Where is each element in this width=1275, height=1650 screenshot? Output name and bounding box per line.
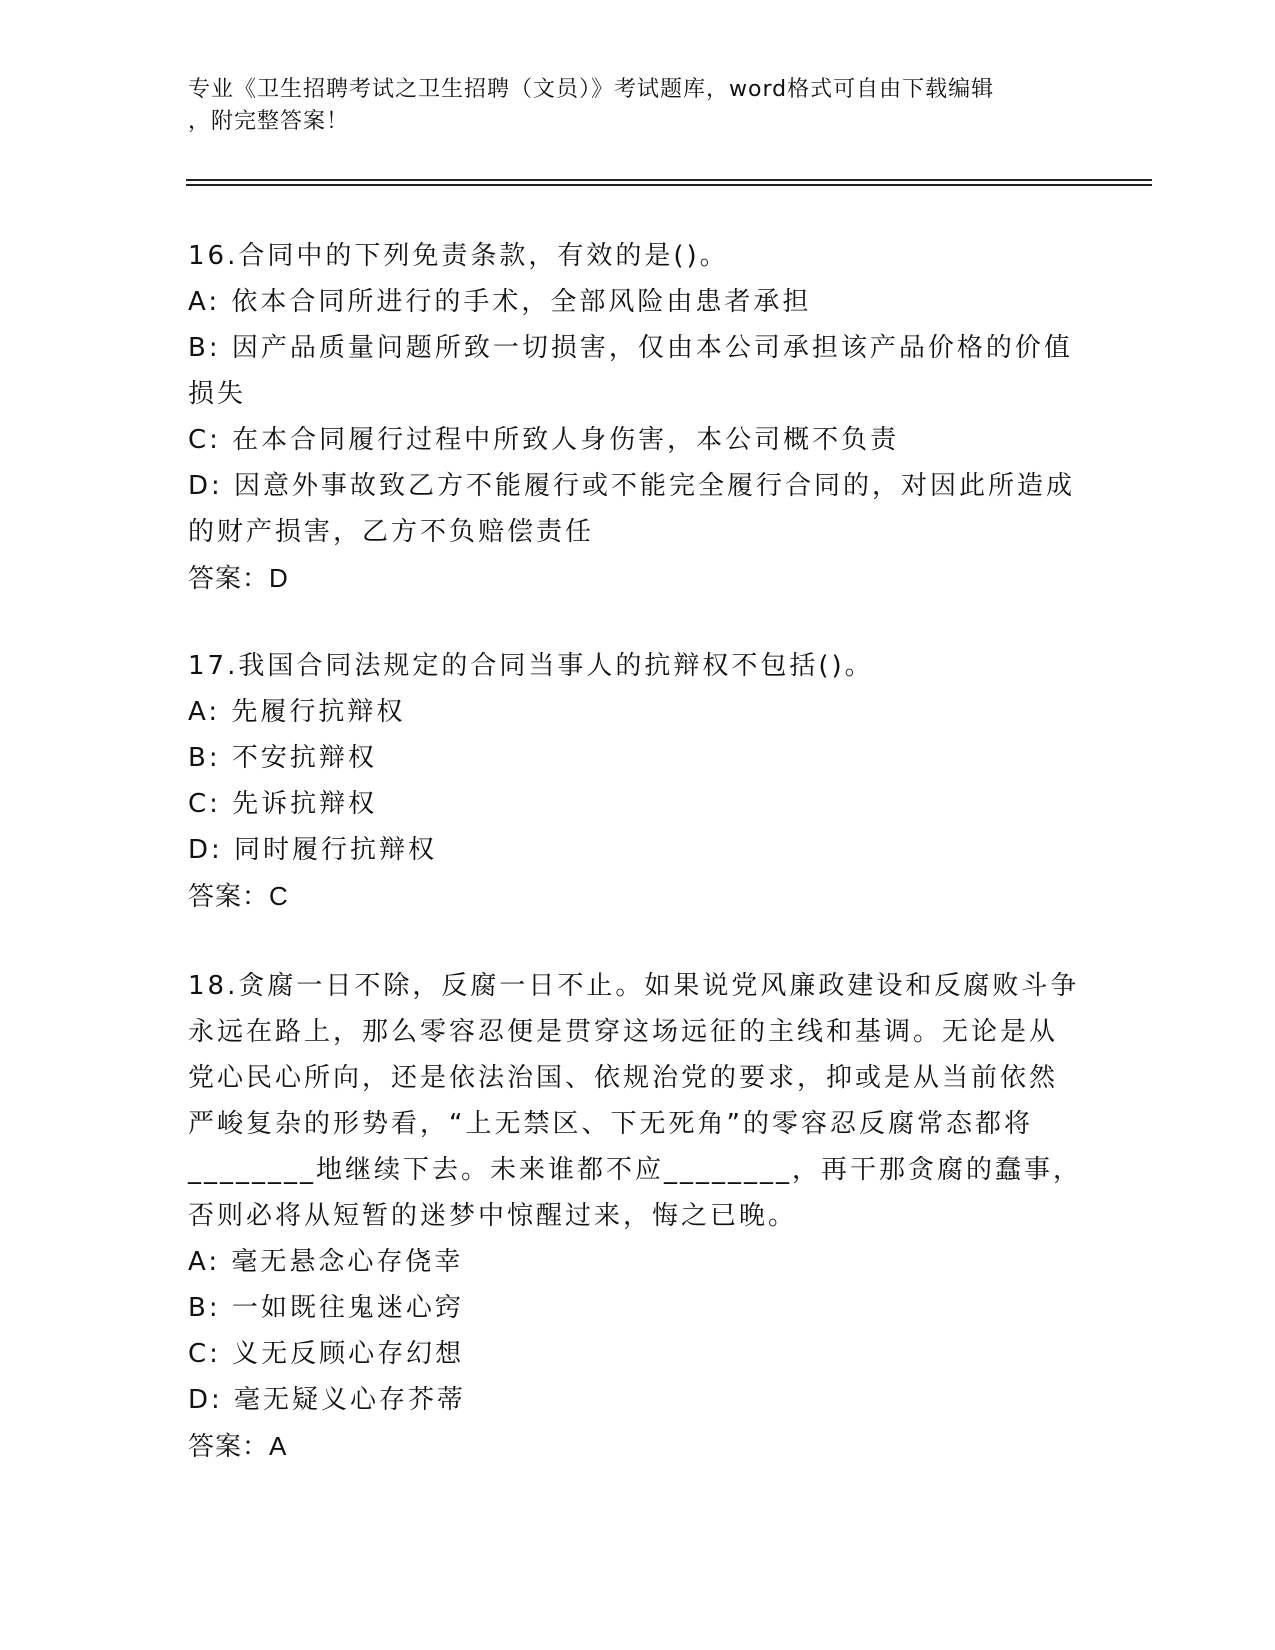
- question-stem-continued: ________地继续下去。未来谁都不应________，再干那贪腐的蠢事，: [188, 1155, 1083, 1185]
- question-18: [188, 963, 1088, 1469]
- header-divider: [186, 179, 1152, 181]
- option-b: B: 一如既往鬼迷心窍: [188, 1293, 464, 1323]
- question-stem: 16.合同中的下列免责条款，有效的是()。: [188, 241, 729, 271]
- question-stem-continued: 严峻复杂的形势看，“上无禁区、下无死角”的零容忍反腐常态都将: [188, 1109, 1033, 1139]
- option-c: C: 先诉抗辩权: [188, 789, 378, 819]
- option-a: A: 毫无悬念心存侥幸: [188, 1247, 464, 1277]
- option-a: A: 先履行抗辩权: [188, 697, 406, 727]
- option-d: D: 因意外事故致乙方不能履行或不能完全履行合同的，对因此所造成: [188, 471, 1076, 501]
- answer-label: 答案：C: [188, 881, 289, 911]
- answer-label: 答案：A: [188, 1431, 288, 1461]
- question-stem: 18.贪腐一日不除，反腐一日不止。如果说党风廉政建设和反腐败斗争: [188, 971, 1080, 1001]
- option-a: A: 依本合同所进行的手术，全部风险由患者承担: [188, 287, 812, 317]
- option-b-continued: 损失: [188, 379, 247, 409]
- option-c: C: 在本合同履行过程中所致人身伤害，本公司概不负责: [188, 425, 900, 455]
- header-line: ，附完整答案！: [188, 109, 350, 134]
- header-divider: [186, 184, 1152, 186]
- option-b: B: 因产品质量问题所致一切损害，仅由本公司承担该产品价格的价值: [188, 333, 1073, 363]
- header-line: 专业《卫生招聘考试之卫生招聘（文员）》考试题库，word格式可自由下载编辑: [188, 77, 995, 102]
- document-header: [188, 74, 1068, 138]
- question-stem-continued: 党心民心所向，还是依法治国、依规治党的要求，抑或是从当前依然: [188, 1063, 1059, 1093]
- question-stem: 17.我国合同法规定的合同当事人的抗辩权不包括()。: [188, 651, 874, 681]
- question-stem-continued: 永远在路上，那么零容忍便是贯穿这场远征的主线和基调。无论是从: [188, 1017, 1059, 1047]
- question-17: [188, 643, 1088, 919]
- option-c: C: 义无反顾心存幻想: [188, 1339, 465, 1369]
- option-d: D: 同时履行抗辩权: [188, 835, 438, 865]
- option-d-continued: 的财产损害，乙方不负赔偿责任: [188, 517, 595, 547]
- option-b: B: 不安抗辩权: [188, 743, 377, 773]
- question-stem-continued: 否则必将从短暂的迷梦中惊醒过来，悔之已晚。: [188, 1201, 798, 1231]
- answer-label: 答案：D: [188, 563, 289, 593]
- question-16: [188, 233, 1088, 601]
- option-d: D: 毫无疑义心存芥蒂: [188, 1385, 467, 1415]
